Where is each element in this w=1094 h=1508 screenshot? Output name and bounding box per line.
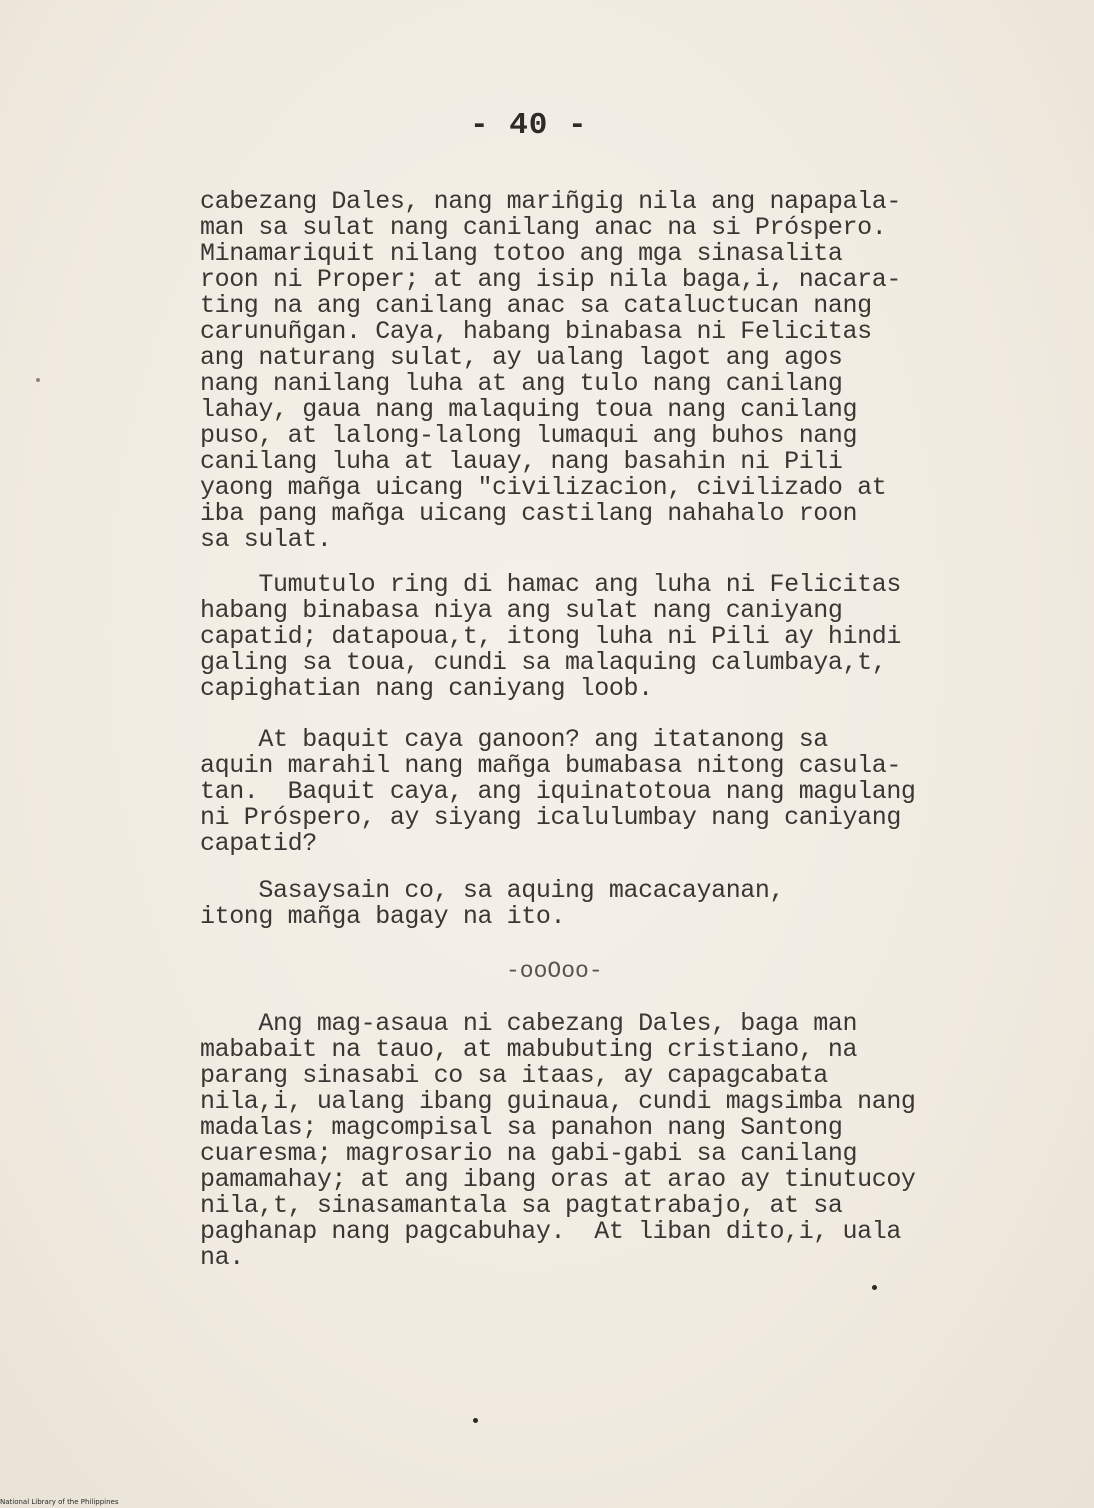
text-line: parang sinasabi co sa itaas, ay capagcabata xyxy=(200,1061,828,1090)
text-line: galing sa toua, cundi sa malaquing calumbaya,t, xyxy=(200,648,887,677)
text-line: man sa sulat nang canilang anac na si Próspero. xyxy=(200,213,887,242)
text-line: yaong mañga uicang "civilizacion, civilizado at xyxy=(200,473,887,502)
text-line: pamamahay; at ang ibang oras at arao ay tinutucoy xyxy=(200,1165,916,1194)
text-line: aquin marahil nang mañga bumabasa nitong casula- xyxy=(200,751,901,780)
text-line: nila,i, ualang ibang guinaua, cundi magsimba nang xyxy=(200,1087,916,1116)
page-number: - 40 - xyxy=(470,108,588,143)
paragraph xyxy=(200,572,960,702)
text-line: At baquit caya ganoon? ang itatanong sa xyxy=(200,725,828,754)
text-line: Ang mag-asaua ni cabezang Dales, baga man xyxy=(200,1009,858,1038)
text-line: puso, at lalong-lalong lumaqui ang buhos nang xyxy=(200,421,858,450)
text-line: Sasaysain co, sa aquing macacayanan, xyxy=(200,876,785,905)
text-line: tan. Baquit caya, ang iquinatotoua nang magulang xyxy=(200,777,916,806)
text-line: paghanap nang pagcabuhay. At liban dito,i, uala xyxy=(200,1217,901,1246)
text-line: canilang luha at lauay, nang basahin ni Pili xyxy=(200,447,843,476)
ink-speck xyxy=(473,1418,478,1423)
text-line: cabezang Dales, nang mariñgig nila ang napapala- xyxy=(200,187,901,216)
ink-speck xyxy=(36,378,40,382)
text-line: sa sulat. xyxy=(200,525,332,554)
text-line: carunuñgan. Caya, habang binabasa ni Felicitas xyxy=(200,317,872,346)
section-separator: -ooOoo- xyxy=(506,958,603,984)
library-credit: National Library of the Philippines xyxy=(0,1498,119,1506)
text-line: Tumutulo ring di hamac ang luha ni Felicitas xyxy=(200,570,901,599)
text-line: nang nanilang luha at ang tulo nang canilang xyxy=(200,369,843,398)
text-line: nila,t, sinasamantala sa pagtatrabajo, at sa xyxy=(200,1191,843,1220)
ink-speck xyxy=(872,1285,877,1290)
text-line: ang naturang sulat, ay ualang lagot ang agos xyxy=(200,343,843,372)
text-line: iba pang mañga uicang castilang nahahalo roon xyxy=(200,499,858,528)
text-line: ting na ang canilang anac sa cataluctucan nang xyxy=(200,291,872,320)
text-line: na. xyxy=(200,1243,244,1272)
text-line: habang binabasa niya ang sulat nang caniyang xyxy=(200,596,843,625)
text-line: mababait na tauo, at mabubuting cristiano, na xyxy=(200,1035,858,1064)
text-line: capighatian nang caniyang loob. xyxy=(200,674,653,703)
paragraph xyxy=(200,189,960,553)
text-line: Minamariquit nilang totoo ang mga sinasalita xyxy=(200,239,843,268)
text-line: roon ni Proper; at ang isip nila baga,i, nacara- xyxy=(200,265,901,294)
paragraph xyxy=(200,878,960,930)
text-line: cuaresma; magrosario na gabi-gabi sa canilang xyxy=(200,1139,858,1168)
text-line: madalas; magcompisal sa panahon nang Santong xyxy=(200,1113,843,1142)
text-line: itong mañga bagay na ito. xyxy=(200,902,566,931)
paragraph xyxy=(200,1011,960,1271)
text-line: lahay, gaua nang malaquing toua nang canilang xyxy=(200,395,858,424)
text-line: capatid? xyxy=(200,829,317,858)
text-line: capatid; datapoua,t, itong luha ni Pili ay hindi xyxy=(200,622,901,651)
text-line: ni Próspero, ay siyang icalulumbay nang caniyang xyxy=(200,803,901,832)
paragraph xyxy=(200,727,960,857)
